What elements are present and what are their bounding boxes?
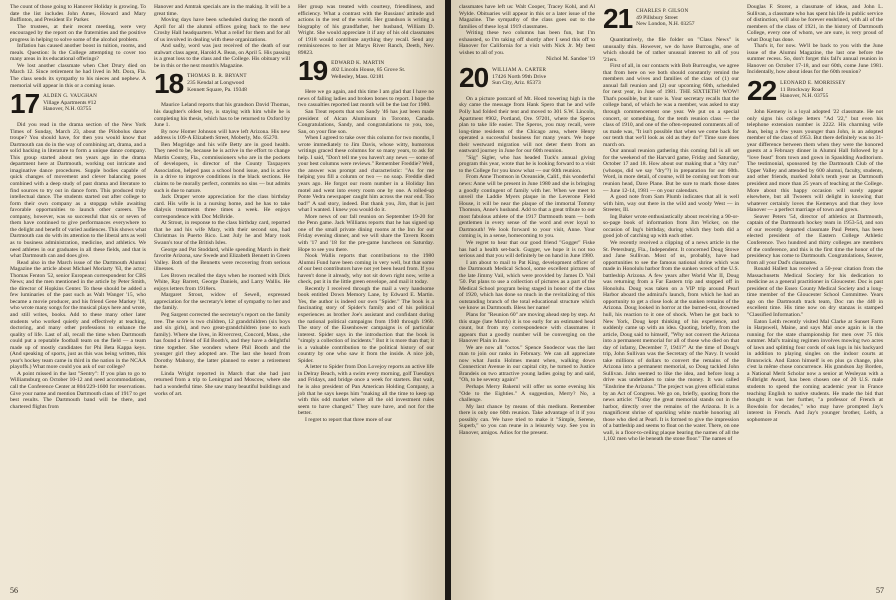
paragraph: Our annual reunion gathering this coming fall is all set for the weekend of the Harvard game, Friday and Saturday, October 17 and 18. How about our making that a "dry run" (whoops, did we say "dry"?) in preparation for our 60th. Word, in more detail, of course, will be coming out from our reunion head, Dave Plane. But be sure to mark those dates — June 12-14, 1981 — on your calendars. xyxy=(603,148,739,194)
paragraph: Maurice Leland reports that his grandson David Thomas, his daughter's oldest boy, is staying with him while he is completing his thesis, which has to be returned to Oxford by June 1. xyxy=(154,102,290,129)
secretary-info xyxy=(492,66,546,87)
paragraph: My last chance by means of this medium. Remember there is only one 60th reunion. Take advantage of it if you possibly can. We have tried to make it "Simple, Serene, Superb," so you can reune in a leisurely way. See you in Hanover, amigos. Adios for the present. xyxy=(459,403,595,436)
class-number: 21 xyxy=(603,3,633,34)
paragraph: Douglas F. Storer, a classmate of ideas, and John L. Sullivan, a classmate who has spent his life in public service of distinction, will also be forever enshrined, with all of the members of the class of 1921, in the history of Dartmouth College, every one of whom, we are sure, is very proud of what Doug has done. xyxy=(747,4,883,43)
class-header-1920 xyxy=(459,61,595,93)
column-left-2 xyxy=(154,4,290,397)
paragraph: Read also in the March issue of the Dartmouth Alumni Magazine the article about Michael Moriarty '63, the actor; Thomas Fenton '52, senior European correspondent for CBS News; and the men mentioned in the article by Peter Smith, the director of Hopkins Center. To these should be added a few luminaries of the past such as Walt Wanger '15, who became a movie producer, and his friend Gene Markey '18, who wrote many songs for the musical plays here and wrote, and still writes, books. Add to these many other later students who worked quietly and effectively at teaching, doctoring, and many other professions to enhance the quality of life. Last of all, recall the time when Dartmouth could put a reputable football team on the field — a team made up of mostly candidates for Phi Beta Kappa keys. (And speaking of sports, just as this was being written, this year's hockey team came in third in the nation in the NCAA playoffs.) What more could you ask of our college? xyxy=(10,259,146,371)
paragraph: Moving days have been scheduled during the month of April for all the alumni offices going back to the new Crosby Hall headquarters. What a relief for them and for all of us involved in dealing with these organizations. xyxy=(154,17,290,43)
paragraph: Here we go again, and this time I am glad that I have no news of falling ladies and broken bones to report. I hope the two casualties reported last month will be the last for 1980. xyxy=(298,89,434,109)
paragraph: Her group was treated with courtesy, friendliness, and efficiency. What a contrast with the Russians' attitude and actions in the rest of the world. Her grandson is writing a biography of his grandfather, her husband, William D. Wright. She would appreciate it if any of his old classmates of 1918 would contribute anything they recall. Send any reminiscences to her at Marys River Ranch, Deeth, Nev. 89823. xyxy=(298,4,434,56)
paragraph: Inflation has caused another boost in tuition, rooms, and meals. Question: Is the College attempting to cover too many areas in its educational offerings? xyxy=(10,43,146,63)
paragraph: We regret to hear that our good friend "Gogger" Fiske has had a health set-back. Gugger, we hope it is not too serious and that you will definitely be on hand in June 1980. xyxy=(459,239,595,260)
paragraph: Quantitatively, the file folder on "Class News" is unusually thin. However, we do have Burroughs, one of which should be of rather unusual interest to all of you '21ers. xyxy=(603,37,739,63)
paragraph: Peg Sargent corrected the secretary's report on the family tree. The score is two children, 12 grandchildren (six boys and six girls), and two great-grandchildren (one to each family). Where she lives, in Rivercrest, Concord, Mass., she has found a friend of Ed Booth's, and they have a delightful time together. She wonders where Phil Booth and the younger girl they adopted are. The last she heard from Dorothy Mahony, the latter planned to enter a retirement home. xyxy=(154,311,290,371)
paragraph: "Sig" Sigler, who has headed Tuck's annual giving program this year, wrote that he is looking forward to a visit to the College for you know what — our 60th reunion. xyxy=(459,154,595,174)
secretary-name: EDWARD K. MARTIN xyxy=(331,60,385,67)
secretary-address-line: Village Apartments #12 xyxy=(43,99,97,106)
secretary-info xyxy=(780,79,846,100)
paragraph: John Kemeny is a loyal adopted '22 classmate. He not only signs his college letters "Ad '22," but even his telephone extension number is 2222. His charming wife Jean, being a few years younger than John, is an adopted member of the class of 1953. But there definitely was no 31-year difference between them when they were the honored guests at a February dinner in Alumni Hall followed by a "love feast" from town and gown in Spaulding Auditorium. The testimonial, sponsored by the Dartmouth Club of the Upper Valley and attended by 600 alumni, faculty, students, and other friends, marked John's tenth year as Dartmouth president and more than 25 years of teaching at the College. More about this happy occasion will surely appear elsewhere, but all Twoeers will delight in knowing that whatever certainly loves the Kemenys and that they love Hanover — a perfect marriage of town and gown. xyxy=(747,109,883,214)
paragraph: Ben Mogridge and his wife Betty are in good health. They need to be, because he is active in the effort to change Martin County, Fla., commissioners who are in the pockets of developers, is director of the County Taxpayers Association, helped pass a school bond issue, and is active in a drive to improve conditions in the black sections. He claims to be morally perfect, commits no sins — but admits such is due to nature. xyxy=(154,141,290,194)
paragraph: We lost another classmate when Chet Drury died on March 12. Since retirement he had lived in Mt. Dora, Fla. The class sends its sympathy to his nieces and nephew. A memorial will appear in this or a coming issue. xyxy=(10,62,146,89)
paragraph: Perhaps Merry Bakeml will offer us some evening his "Ode to the Eighties." A suggestion, Merry? No, a challenge. xyxy=(459,383,595,404)
paragraph: Jack Draper wrote appreciation for the class birthday card. His wife is in a nursing home, and he has to take dialysis treatments three times a week. He enjoys correspondence with Doc McBride. xyxy=(154,194,290,220)
column-left-3 xyxy=(298,4,434,423)
paragraph: When I agreed to take over this column for two months, I wrote immediately to Jim Davis, whose witty, humorous writings graced these columns for so many years, to ask for help. I said, "Don't tell me you haven't any news — some of your best columns were reviews." Remember Freddie? Well, the answer was prompt and characteristic: "As for me helping you fill a column or two — no soap. Freddie died years ago. He forgot our room number in a Holiday Inn motel and went into every room one by one. A rolled-up Ponte Vedra newspaper caught him across the rear end. Too bad!" A sad story, indeed. But thank you, Jim, that is just what I wanted. I knew you would do it. xyxy=(298,135,434,214)
paragraph: By now Homer Johnson will have left Arizona. His new address is 109-A Elizabeth Street, Moberly, Mo. 65270. xyxy=(154,128,290,142)
page-number: 57 xyxy=(876,586,884,595)
class-number: 17 xyxy=(10,88,40,120)
paragraph: Les Brown recalled the days when he roomed with Dick White, Ray Barrett, George Daniels, and Larry Wallis. He enjoys letters from 1918ers. xyxy=(154,272,290,292)
secretary-address-line: 49 Pillsbury Street xyxy=(636,14,678,21)
paragraph: Linda Wright reported in March that she had just returned from a trip to Leningrad and Moscow, where she had a wonderful time. She saw many beautiful buildings and works of art. xyxy=(154,370,290,397)
right-page xyxy=(451,0,896,600)
paragraph: That's it, for now. We'll be back to you with the June issue of the Alumni Magazine, the last one before the summer recess. So, don't forget this fall's annual reunion in Hanover on October 17-18, and our 60th, come June 1981. Incidentally, how about ideas for the 60th reunion? xyxy=(747,43,883,76)
secretary-address-line: New London, N.H. 03257 xyxy=(636,21,695,28)
secretary-address-line: Wellesley, Mass. 02181 xyxy=(331,73,385,80)
class-number: 18 xyxy=(154,68,184,100)
secretary-name: LEONARD E. MORRISSEY xyxy=(780,80,846,87)
paragraph: Ing Baker wrote enthusiastically about receiving a 90-or-so-page book of information from Jim Wicker, on the occasion of Ing's birthday, during which they both did a good job of catching up with each other. xyxy=(603,213,739,240)
class-number: 22 xyxy=(747,75,777,107)
paragraph: Eaton Leith recently visited Mal Clarke at Sunset Farm in Harpswell, Maine, and says Mal once again is in the running for the state championship for men over 75 this summer. Mal's training regimen involves mowing two acres of lawn and splitting four cords of oak logs in his backyard in addition to playing singles on the indoor courts at Brunswick. And Eaton himself is en plus ça change, plus c'est la même chose concurrence. His grandson Jay Borden, a National Merit Scholar now a senior at Wesleyan with a Fulbright Award, has been chosen one of 20 U.S. male students to spend the coming academic year in France teaching English to native students. He made the bid that thought it was her further, "a professor of French at Bowdoin for decades," who may have prompted Jay's interest in French. And Jay's younger brother, Leith, a sophomore at xyxy=(747,318,883,423)
class-header-1922 xyxy=(747,75,883,107)
column-right-3 xyxy=(747,4,883,423)
paragraph: We are now all "octos." Spence Snodecor was the last man to join our ranks in February. We can all appreciate now what Justin Holmes meant when, walking down Connecticut Avenue in our capital city, he turned to Justice Brandeis on two attractive young ladies going by and said, "Oh, to be seventy again!" xyxy=(459,344,595,384)
secretary-info xyxy=(331,59,405,80)
secretary-address-line: 235 Kendal at Longwood xyxy=(187,80,245,87)
secretary-info xyxy=(43,92,97,113)
secretary-name: CHARLES P. GILSON xyxy=(636,8,689,14)
paragraph: Seaver Peters '54, director of athletics at Dartmouth, captain of the Dartmouth hockey team in 1953-54, and son of our recently departed classmate Paul Peters, has been elected president of the Eastern College Athletic Conference. Two hundred and thirty colleges are members of the conference, and this is the first time the honor of the presidency has come to Dartmouth. Congratulations, Seaver, from all your Dad's classmates. xyxy=(747,213,883,266)
secretary-address-line: 17426 North 99th Drive xyxy=(492,73,547,80)
paragraph: Recently I received through the mail a very handsome book entitled Down Memory Lane, by Edward E. Martin. Yes, the author is indeed our own "Spider." The book is a fascinating story of Spider's family and of his political experiences as brother Joe's assistant and confidant during the national political campaigns from 1940 through 1960. The story of the Eisenhower campaigns is of particular interest. Spider says in the introduction that the book is "simply a collection of incidents." But it is more than that; it is a valuable contribution to the political history of our country by one who saw it from the inside. A nice job, Spider. xyxy=(298,285,434,364)
paragraph: Ronald Hallett has received a 50-year citation from the Massachusetts Medical Society for his dedication to medicine as a general practitioner in Gloucester. Doc is past president of the Essex County Medical Society and a long-time member of the Gloucester School Committee. Years ago on the Dartmouth track team, Doc ran the 440 in excellent time. His time now on dry stanzas is stamped "Classified Information." xyxy=(747,266,883,318)
class-header-1921 xyxy=(603,3,739,34)
secretary-name: WILLIAM A. CARTER xyxy=(492,66,547,73)
paragraph: I regret to report that three more of our xyxy=(305,416,392,423)
class-header-1919 xyxy=(298,55,434,87)
secretary-address-line: Sun City, Ariz. 85373 xyxy=(492,80,541,87)
paragraph: Writing these two columns has been fun, but I'm exhausted, so I'm taking off shortly after I send this off to Hanover for California for a visit with Nick Jr. My best wishes to all of you. xyxy=(459,30,595,56)
paragraph: On a picture postcard of Mt. Hood towering high in the sky came the message from Hank Spero that he and wife Polly had folded their tent and moved to 301 S.W. Lincoln, Apartment #902, Portland, Ore. 97201, where the Speros plan to take life easier. The Speros, you may recall, were long-time residents of the Chicago area, where Henry operated a successful business for many years. We hope their westward migration will not deter them from an eastward journey in June for our 60th reunion. xyxy=(459,95,595,155)
secretary-address-line: 11 Brockway Road xyxy=(780,86,824,93)
column-left-1 xyxy=(10,4,146,410)
paragraph: More news of our fall reunion on September 19-20 for the Penn game. Jack Williams reports that he has signed up one of the small private dining rooms at the Inn for our Friday evening dinner, and we will share the Tavern Room with '17 and '18 for the pre-game luncheon on Saturday. Hope to see you there. xyxy=(298,213,434,253)
paragraph: At Strout, in response to the class birthday card, reported that he and his wife Mary, with their second son, had Christmas in Puerto Rico. Last July he and Mary took Swann's tour of the British Isles. xyxy=(154,220,290,246)
column-right-2 xyxy=(603,4,739,443)
paragraph: We recently received a clipping of a news article in the St. Petersburg, Fla., Independent. It concerned Doug Stowe and Jane Sullivan. Most of us, probably, have had opportunities to see the famous national shrine which was made in Honolulu harbor from the sunken wreck of the U.S. battleship Arizona. A few years after World War II, Doug was returning from a Far Eastern trip and stopped off in Honolulu. Doug was taken on a VIP trip around Pearl Harbor aboard the admiral's launch, from which he had an opportunity to get a close look at the sunken remains of the Arizona. Doug looked in horror at the burned-out, drowned hull, his reaction to it one of shock. When he got back to New York, Doug kept thinking of his experience, and suddenly came up with an idea. Quoting, briefly, from the article, Doug said to himself, "Why not convert the Arizona into a permanent memorial for all of those who died on that day of infamy, December 7, 1941?" At the time of Doug's trip, John Sullivan was the Secretary of the Navy. It would take millions of dollars to convert the remains of the Arizona into a permanent memorial, so Doug tackled John Sullivan. John seemed to like the idea, and before long a drive was undertaken to raise the money. It was called "Enshrine the Arizona." The project was given official status by an Act of Congress. We go on, briefly, quoting from the news article: "Today the great memorial stands out in the harbor, directly over the remains of the Arizona. It is a magnificent shrine of sparkling white marble honoring all those who died at Pearl. It is formed to give the impression of a battleship and seems to float on the water. There, on one wall, is a floor-to-ceiling plaque bearing the names of all the 1,102 men who lie beneath the stone floor." The names of xyxy=(603,239,739,443)
secretary-info xyxy=(187,72,247,93)
paragraph: I am about to mail to Pat King, development officer of the Dartmouth Medical School, some excellent pictures of the late Jimmy Vail, which were provided by James D. Vail '50. Pat plans to use a collection of pictures as a part of the Medical School program being staged in honor of the class of 1920, which has done so much in the revitalizing of this outstanding branch of the total educational structure which we know as Dartmouth. Bless her name! xyxy=(459,259,595,312)
paragraph: From Anne Thomson in Oceanside, Calif., this wonderful news: Anne will be present in June 1980 and she is bringing a goodly contingent of family with her. When we meet to unveil the Laddie Myers plaque in the Leverone Field House, it will be near the plaque of the immortal Tommy Thomson, Anne's husband. Add to that a great tribute to our most fabulous athlete of the 1917 Dartmouth team — both gentlemen in every sense of the word and ever loyal to Dartmouth! We look forward to your visit, Anne. Your coming is, in a sense, homecoming to you. xyxy=(459,174,595,240)
secretary-address-line: Kennett Square, Pa. 19348 xyxy=(187,86,247,93)
paragraph: The count of those going to Hanover Holiday is growing. To date the list includes John Ames, Howard and Mary Buffinton, and President Ev Parker. xyxy=(10,4,146,24)
left-page xyxy=(0,0,445,600)
paragraph: Plans for "Reunion 60" are moving ahead step by step. At this stage (late March) it is too early for an estimated head count, but from my correspondence with classmates it appears that a goodly number will be converging on the Hanover Plain in June. xyxy=(459,311,596,345)
secretary-name: ALDEN G. VAUGHAN xyxy=(43,93,98,100)
secretary-name: THOMAS B. R. BRYANT xyxy=(187,73,247,80)
paragraph: First of all, in our contacts with Bob Burroughs, we agree that from here on we both should constantly remind the members and wives and families of the class of (1) our annual fall reunion and (2) our upcoming 60th, scheduled for next year, in June of 1981. THE SIXTIETH! WOW! That's possible, but it sure is. Your secretary recalls that the college band, of which he was a member, was asked to stay through commencement one year. We put on a special concert, or something, for the tenth reunion class — the class of 1910, and one of the often-repeated comments all of us made was, "It isn't possible that when we come back for our tenth that we'll look as old as they do!" Time sure does march on. xyxy=(603,63,739,148)
signature-line: Nichol M. Sandoe '19 xyxy=(546,56,595,63)
paragraph: classmates have left us: Walt Cooper, Tracey Kohl, and Al Wylde. Obituaries will appear in this or a later issue of the Magazine. The sympathy of the class goes out to the families of these loyal 1919 classmates. xyxy=(459,4,595,30)
paragraph: Did you read in the drama section of the New York Times of Sunday, March 23, about the Pilobolus dance troupe? You should have, for then you would know that Dartmouth can do in the way of combining art, drama, and a solid backing in literature to form a unique dance company. This group started about ten years ago in the drama department here at Dartmouth, working out intricate and imaginative dance procedures. Supple bodies capable of quick changes of movement and clever balancing poses combined with a deep study of past drama and literature to find sources to try out in dance form. This produced truly intellectual dance. The students started out after college to form their own company as a stopgap while awaiting favorable opportunities to launch other careers. The company, however, was so successful that six or seven of them have continued to give performances everywhere to the delight and benefit of varied audiences. This shows what Dartmouth can do with its attention to the liberal arts as well as to business administration, medicine, and athletics. We need athletes in our graduates in all these fields, and that is what Dartmouth can and does give. xyxy=(10,122,146,260)
secretary-address-line: Hanover, N.H. 03755 xyxy=(43,106,92,113)
secretary-address-line: 402 Lincoln House, 85 Grove St. xyxy=(331,66,406,73)
class-header-1918 xyxy=(154,68,290,100)
paragraph: A letter to Spider from Don Lovejoy reports an active life in Delray Beach, with a swim every morning, golf Tuesdays and Fridays, and bridge once a week for starters. But wait, he is also president of Pan American Holding Company, a job that he says keeps him "making all the time to keep up with this odd market where all the old investment rules seem to have changed." They sure have, and not for the better. xyxy=(298,364,434,417)
paragraph: A good note from Sam Plumb indicates that all is well with him, way out there in the wild and wooly West — in Streeter, Ill. xyxy=(603,194,739,214)
paragraph: San Treat reports that son Sandy '46 has just been made president of Alcan Aluminum in Toronto, Canada. Congratulations, Sandy, and congratulations to you, too, San, on your fine son. xyxy=(298,109,434,135)
paragraph: And sadly, word was just received of the death of our stalwart class agent, Harold A. Bean, on April 5. His passing is a great loss to the class and the College. His obituary will be in this or the next month's Magazine. xyxy=(154,43,290,69)
class-number: 19 xyxy=(298,55,328,87)
class-number: 20 xyxy=(459,61,489,93)
class-header-1917 xyxy=(10,88,146,120)
paragraph: Margaret Strout, widow of Sewell, expressed appreciation for the secretary's letter of sympathy to her and the family. xyxy=(154,292,290,312)
paragraph: The trustees, at their recent meeting, were very encouraged by the report on the fraternities and the positive progress in helping to solve some of the alcohol problem. xyxy=(10,23,146,43)
secretary-address-line: Hanover, N.H. 03755 xyxy=(780,93,829,100)
page-number: 56 xyxy=(10,586,18,595)
paragraph: Nook Wallis reports that contributions to the 1980 Alumni Fund have been coming in very well, but that some of our best contributors have not yet been heard from. If you haven't done it already, why not sit down right now, write a check, put it in the little green envelope, and mail it today. xyxy=(298,253,434,286)
paragraph: George and Pat Stoddard, while spending March in their favorite Arizona, saw Swede and Elizabeth Bennett in Green Valley. Both of the Bennetts were recovering from serious illnesses. xyxy=(154,246,290,273)
secretary-info xyxy=(636,7,694,28)
column-right-1 xyxy=(459,4,595,436)
paragraph: Hanover and Amtrak specials are in the making. It will be a great time. xyxy=(154,4,290,17)
paragraph: A point missed in the last "Sentry": If you plan to go to Williamsburg on October 10-12 and need accommodations, call the Conference Center at 804/229-1600 for reservations. Give your name and mention Dartmouth class of 1917 to get best results. The Dartmouth band will be there, and chartered flights from xyxy=(10,370,146,410)
